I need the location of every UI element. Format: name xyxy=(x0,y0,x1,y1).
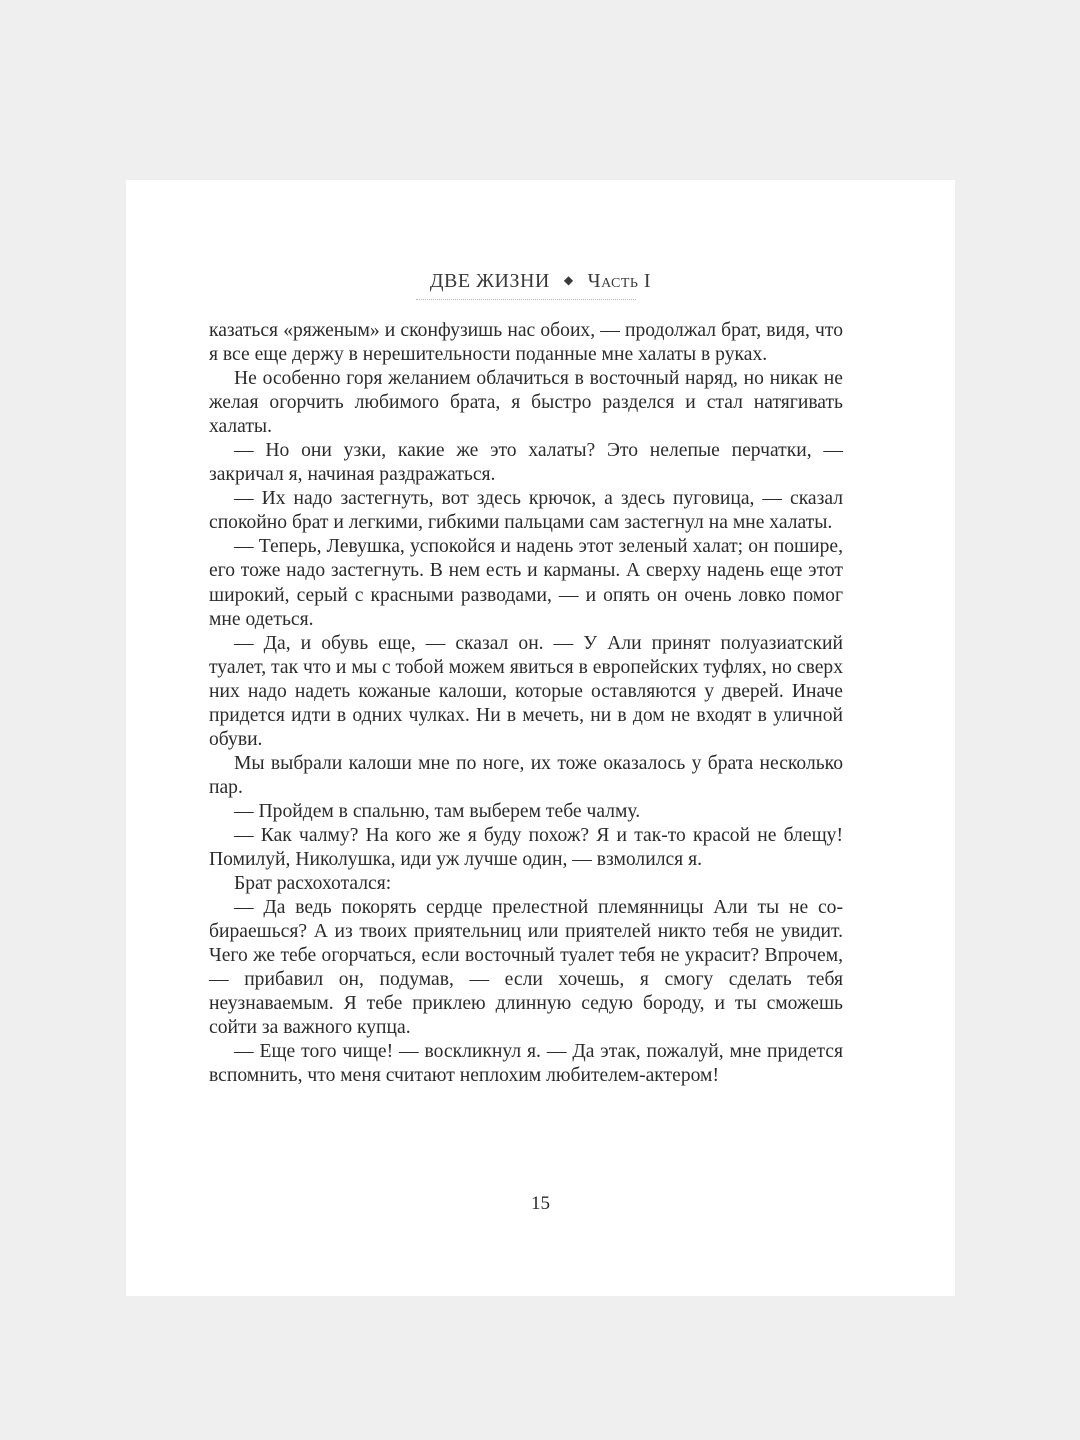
paragraph: Брат расхохотался: xyxy=(234,873,392,895)
paragraph: казаться «ряженым» и сконфузишь нас обоих, — продолжал брат, видя, что я все еще держу в нерешительности поданные мне халаты в руках. xyxy=(209,320,843,366)
paragraph: — Да ведь покорять сердце прелестной племянницы Али ты не собираешься? А из твоих приятельниц или приятелей никто тебя не увидит. Чего же тебе огорчаться, если восточный туалет тебя не украсит? Впрочем, — прибавил он, подумав, — если хочешь, я смогу сделать тебя неузнаваемым. Я тебе приклею длинную седую бороду, и ты сможешь сойти за важного купца. xyxy=(209,897,843,1039)
book-title: ДВЕ ЖИЗНИ xyxy=(429,270,550,292)
paragraph: — Как чалму? На кого же я буду похож? Я и так-то красой не блещу! Помилуй, Николушка, иди уж лучше один, — взмолился я. xyxy=(209,824,843,871)
paragraph: — Да, и обувь еще, — сказал он. — У Али принят полуазиатский туалет, так что и мы с тобой можем явиться в европейских туфлях, но сверх них надо надеть кожаные калоши, которые оставляются у дверей. Иначе придется идти в одних чулках. Ни в мечеть, ни в дом не входят в уличной обуви. xyxy=(209,632,843,750)
paragraph: — Но они узки, какие же это халаты? Это нелепые перчатки, — закричал я, начиная раздражаться. xyxy=(209,440,843,486)
part-label: Часть I xyxy=(587,270,652,292)
paragraph: — Пройдем в спальню, там выберем тебе чалму. xyxy=(234,800,641,822)
paragraph: Мы выбрали калоши мне по ноге, их тоже оказалось у брата несколько пар. xyxy=(209,752,843,798)
page-number: 15 xyxy=(531,1193,550,1214)
paragraph: — Еще того чище! — воскликнул я. — Да этак, пожалуй, мне придется вспомнить, что меня считают неплохим любителем-актером! xyxy=(209,1041,843,1087)
book-page xyxy=(126,180,955,1296)
paragraph: Не особенно горя желанием облачиться в восточный наряд, но никак не желая огорчить любимого брата, я быстро разделся и стал натягивать халаты. xyxy=(209,368,843,438)
body-text xyxy=(209,319,843,1089)
diamond-separator-icon: ◆ xyxy=(563,273,574,287)
paragraph: — Их надо застегнуть, вот здесь крючок, а здесь пуговица, — сказал спокойно брат и легкими, гибкими пальцами сам застегнул на мне халаты. xyxy=(209,488,843,534)
header-dotted-rule xyxy=(416,299,636,300)
running-head xyxy=(126,270,955,293)
paragraph: — Теперь, Левушка, успокойся и надень этот зеленый халат; он пошире, его тоже надо застегнуть. В нем есть и карманы. А сверху надень еще этот широкий, серый с красными разводами, — и опять он очень ловко помог мне одеться. xyxy=(209,536,843,630)
